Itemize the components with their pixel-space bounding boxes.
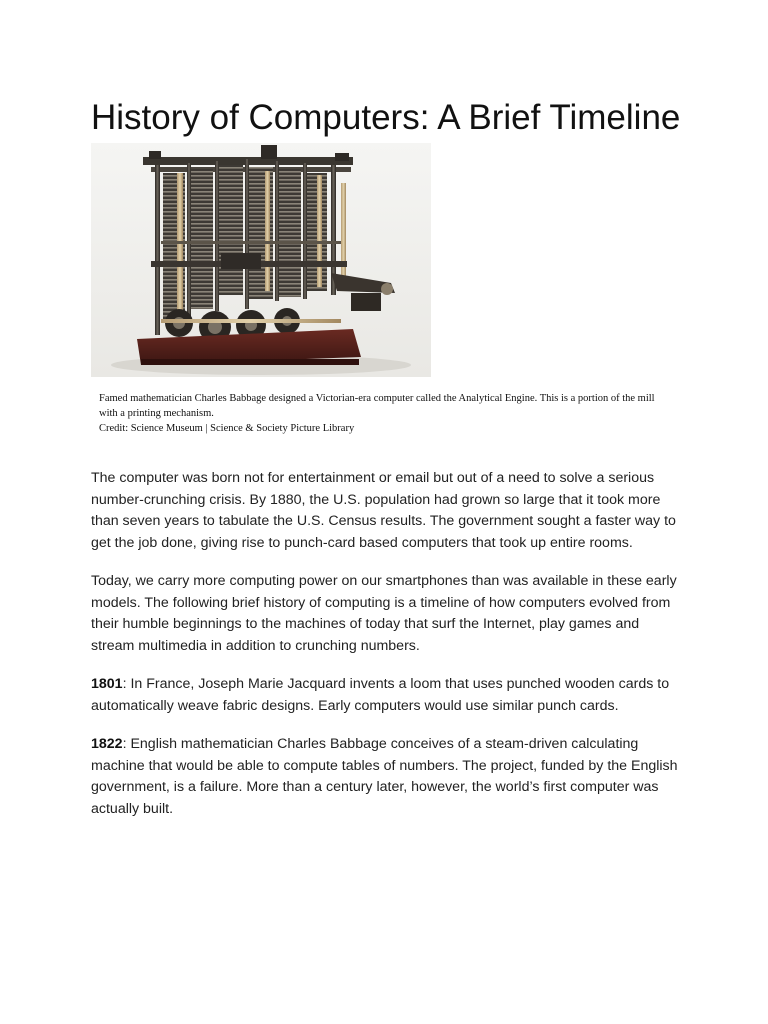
- timeline-text: : In France, Joseph Marie Jacquard invents a loom that uses punched wooden cards to automatically weave fabric designs. Early computers would use similar punch cards.: [91, 676, 670, 714]
- timeline-entry-1801: [91, 674, 681, 717]
- article-body: [91, 468, 681, 820]
- timeline-text: : English mathematician Charles Babbage conceives of a steam-driven calculating machine that would be able to compute tables of numbers. The project, funded by the English government, is a failure. More than a century later, however, the world’s first computer was actually built.: [91, 736, 678, 817]
- timeline-year: 1822: [91, 736, 123, 752]
- caption-credit: Credit: Science Museum | Science & Society Picture Library: [99, 423, 355, 434]
- caption-text: Famed mathematician Charles Babbage designed a Victorian-era computer called the Analytical Engine. This is a portion of the mill with a printing mechanism.: [99, 393, 655, 419]
- page-title: History of Computers: A Brief Timeline: [91, 98, 681, 137]
- paragraph-intro: The computer was born not for entertainment or email but out of a need to solve a serious number-crunching crisis. By 1880, the U.S. population had grown so large that it took more than seven years to tabulate the U.S. Census results. The government sought a faster way to get the job done, giving rise to punch-card based computers that took up entire rooms.: [91, 470, 676, 551]
- paragraph-today: Today, we carry more computing power on our smartphones than was available in these early models. The following brief history of computing is a timeline of how computers evolved from their humble beginnings to the machines of today that surf the Internet, play games and stream multimedia in addition to crunching numbers.: [91, 573, 677, 654]
- analytical-engine-illustration: [91, 143, 431, 377]
- analytical-engine-photo: [91, 143, 431, 377]
- figure-caption: [99, 391, 671, 436]
- timeline-entry-1822: [91, 734, 681, 820]
- article: [91, 96, 681, 837]
- timeline-year: 1801: [91, 676, 123, 692]
